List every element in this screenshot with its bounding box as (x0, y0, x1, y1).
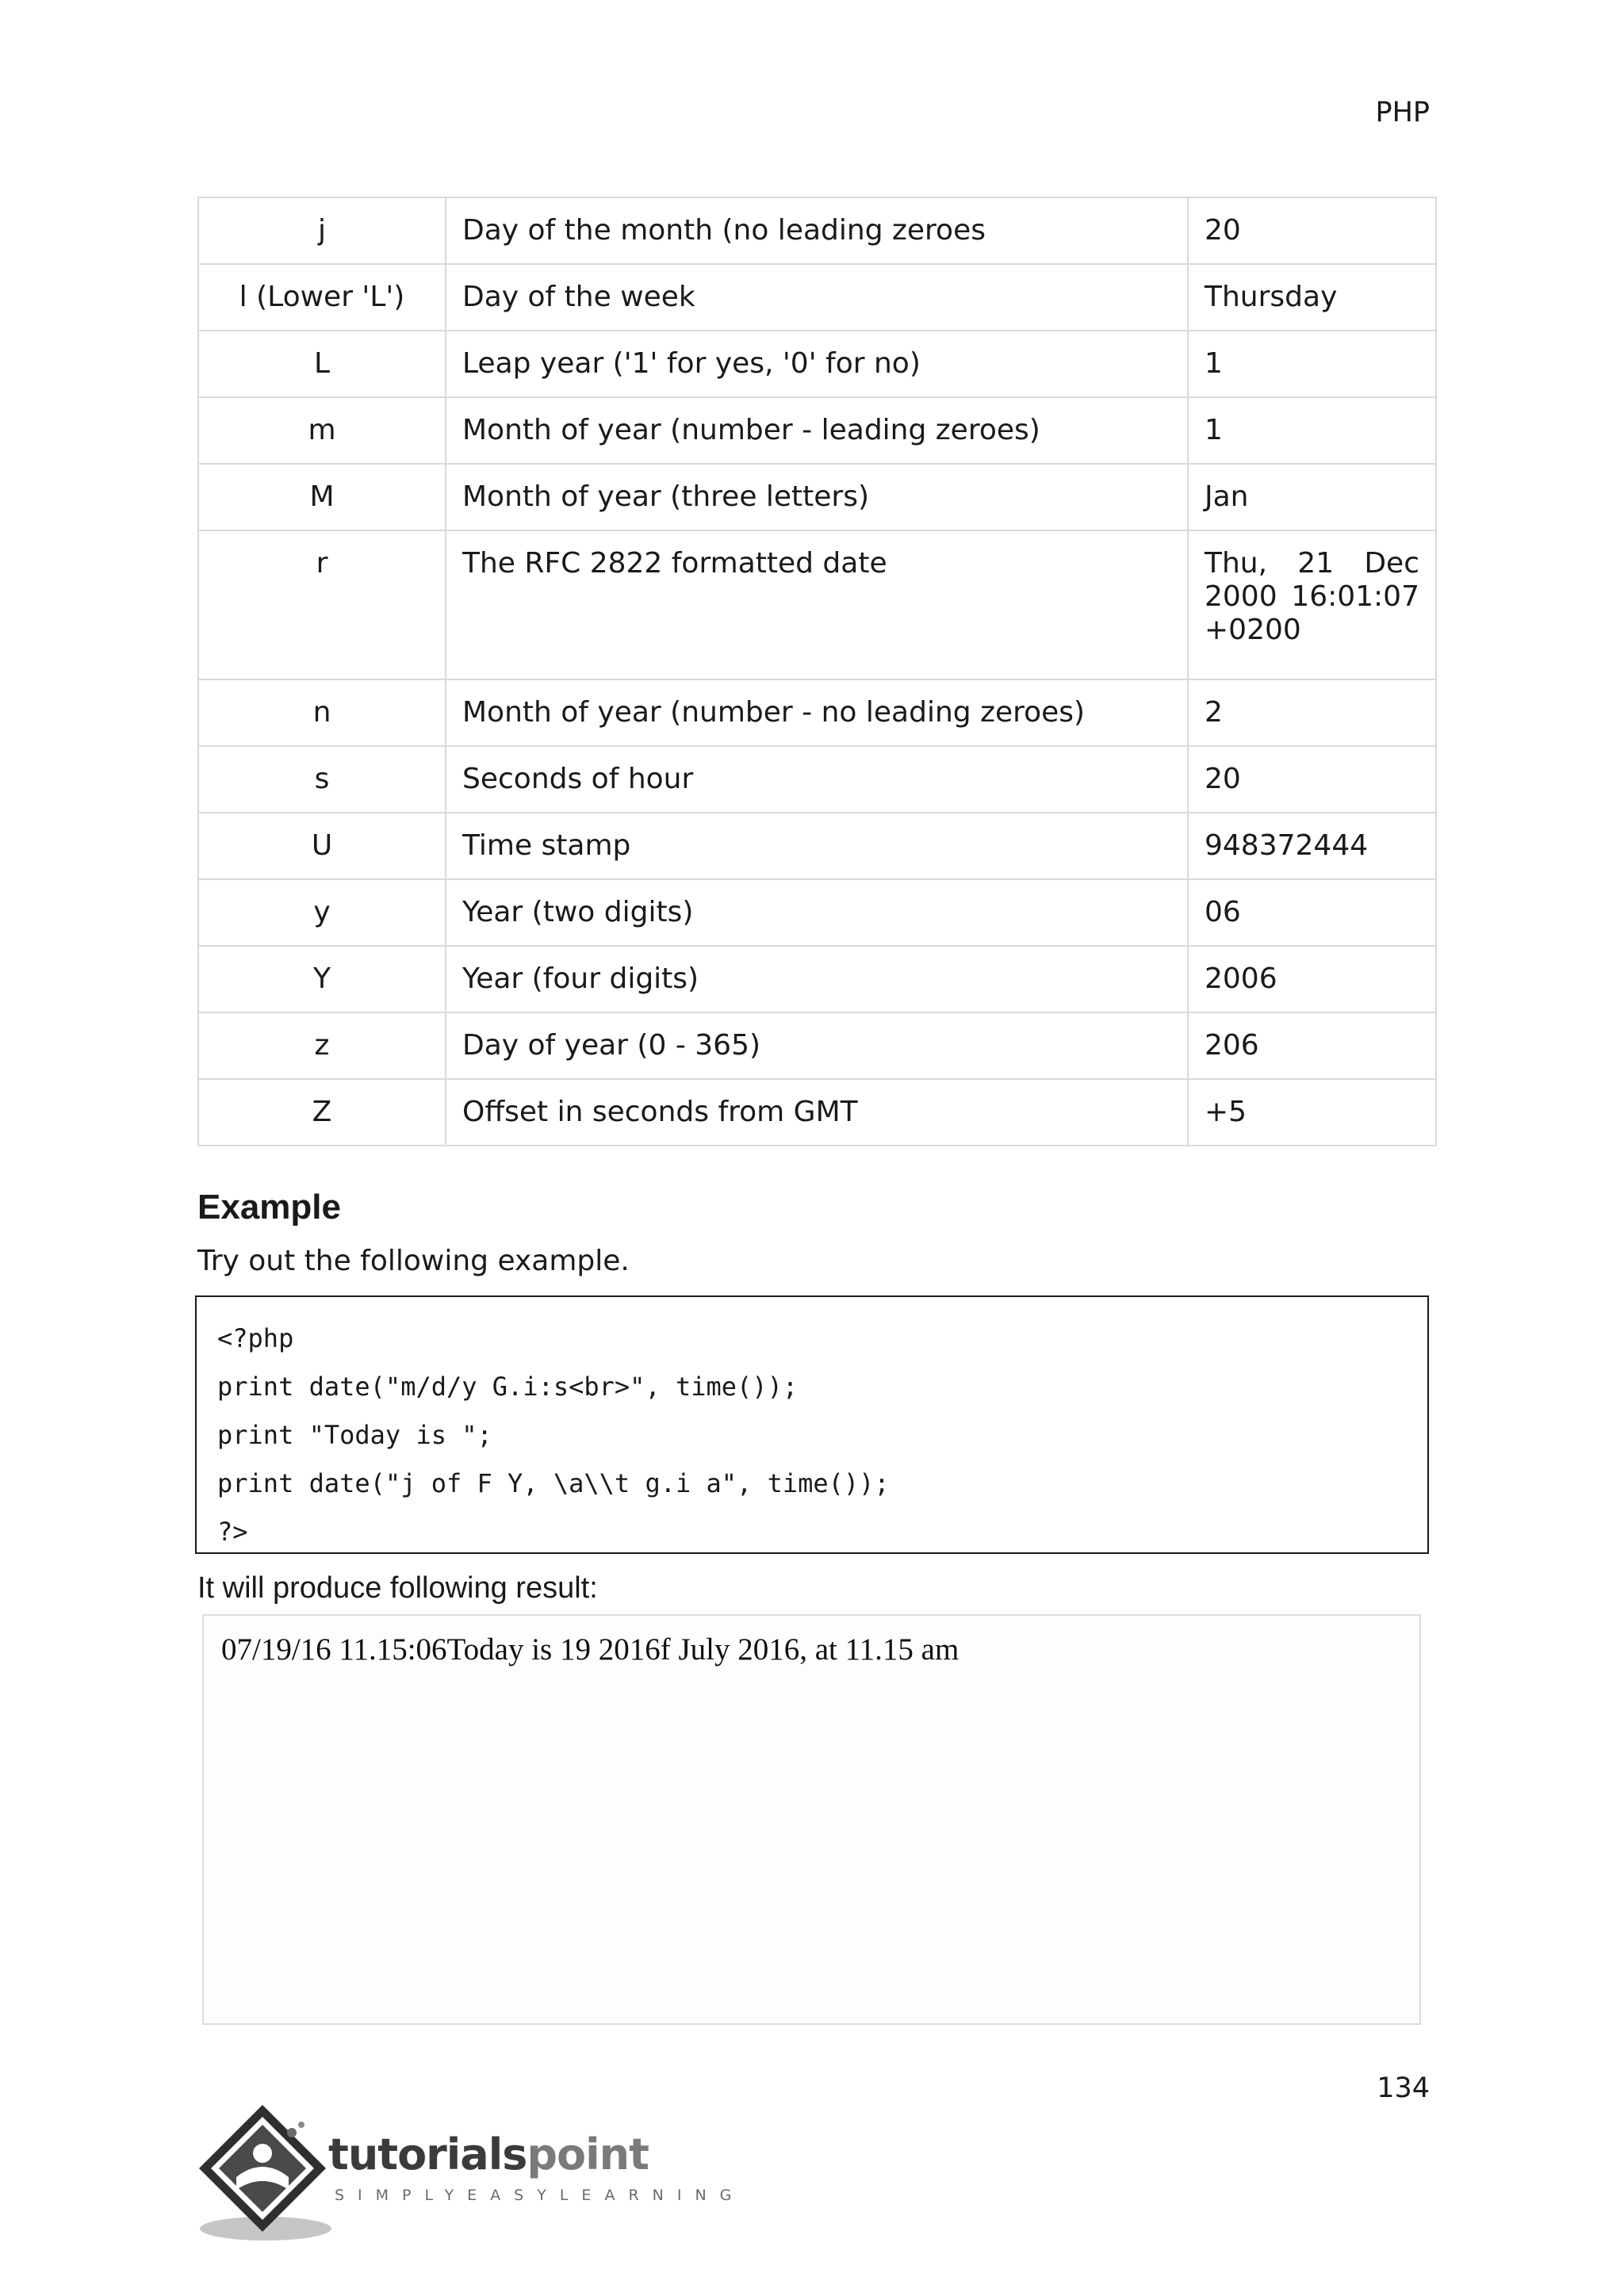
table-row (198, 197, 1436, 264)
format-char: s (198, 746, 446, 813)
result-screenshot (202, 1614, 1421, 2025)
table-row (198, 464, 1436, 530)
code-block (195, 1295, 1429, 1554)
format-char: n (198, 679, 446, 746)
table-row (198, 946, 1436, 1012)
format-char: m (198, 397, 446, 464)
table-row (198, 1079, 1436, 1146)
code-line: <?php (217, 1323, 294, 1353)
logo-word-main: tutorials (328, 2130, 527, 2179)
format-example: 20 (1188, 746, 1436, 813)
tutorialspoint-logo (195, 2101, 745, 2244)
code-line: print date("j of F Y, \a\\t g.i a", time()); (217, 1468, 890, 1498)
format-char: l (Lower 'L') (198, 264, 446, 331)
example-intro: Try out the following example. (197, 1245, 630, 1277)
format-char: M (198, 464, 446, 530)
logo-wordmark (328, 2130, 649, 2179)
format-char: z (198, 1012, 446, 1079)
code-line: print "Today is "; (217, 1420, 492, 1450)
format-char: Y (198, 946, 446, 1012)
result-output: 07/19/16 11.15:06Today is 19 2016f July 2016, at 11.15 am (221, 1632, 959, 1667)
format-example: Thu, 21 Dec 2000 16:01:07 +0200 (1188, 530, 1436, 679)
example-heading: Example (197, 1188, 341, 1226)
table-row (198, 397, 1436, 464)
format-description: Month of year (number - no leading zeroes) (446, 679, 1188, 746)
format-description: Year (four digits) (446, 946, 1188, 1012)
format-example: 948372444 (1188, 813, 1436, 879)
format-example: Jan (1188, 464, 1436, 530)
code-line: print date("m/d/y G.i:s<br>", time()); (217, 1372, 799, 1402)
format-description: Year (two digits) (446, 879, 1188, 946)
format-example: 1 (1188, 397, 1436, 464)
logo-diamond-icon (195, 2101, 330, 2236)
table-row (198, 331, 1436, 397)
format-description: Seconds of hour (446, 746, 1188, 813)
format-example: 1 (1188, 331, 1436, 397)
format-example: 20 (1188, 197, 1436, 264)
table-row (198, 264, 1436, 331)
format-description: Month of year (number - leading zeroes) (446, 397, 1188, 464)
format-char: j (198, 197, 446, 264)
table-row (198, 1012, 1436, 1079)
format-description: Offset in seconds from GMT (446, 1079, 1188, 1146)
date-format-table (197, 197, 1437, 1146)
format-description: Time stamp (446, 813, 1188, 879)
table-row (198, 679, 1436, 746)
format-char: r (198, 530, 446, 679)
table-row (198, 530, 1436, 679)
format-example: Thursday (1188, 264, 1436, 331)
page-number: 134 (1377, 2072, 1430, 2104)
format-description: The RFC 2822 formatted date (446, 530, 1188, 679)
format-description: Leap year ('1' for yes, '0' for no) (446, 331, 1188, 397)
format-example: 06 (1188, 879, 1436, 946)
logo-word-accent: point (527, 2130, 649, 2179)
table-row (198, 746, 1436, 813)
format-example: 2006 (1188, 946, 1436, 1012)
running-header: PHP (1375, 97, 1430, 128)
format-char: U (198, 813, 446, 879)
logo-tagline: SIMPLYEASYLEARNING (335, 2187, 745, 2204)
table-row (198, 813, 1436, 879)
format-char: y (198, 879, 446, 946)
table-row (198, 879, 1436, 946)
format-description: Day of the week (446, 264, 1188, 331)
format-description: Day of the month (no leading zeroes (446, 197, 1188, 264)
format-char: Z (198, 1079, 446, 1146)
format-char: L (198, 331, 446, 397)
result-label: It will produce following result: (197, 1571, 598, 1605)
format-description: Month of year (three letters) (446, 464, 1188, 530)
format-description: Day of year (0 - 365) (446, 1012, 1188, 1079)
format-example: +5 (1188, 1079, 1436, 1146)
format-example: 206 (1188, 1012, 1436, 1079)
code-line: ?> (217, 1517, 248, 1547)
format-example: 2 (1188, 679, 1436, 746)
